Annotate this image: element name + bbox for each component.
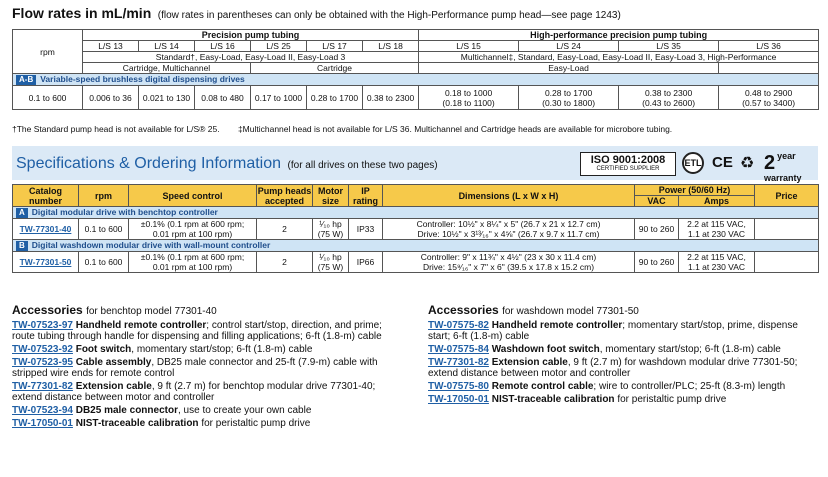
col-power: Power (50/60 Hz) (635, 185, 755, 196)
heads-value: 2 (257, 219, 313, 240)
motor-value: ¹⁄₁₀ hp (75 W) (313, 219, 349, 240)
model-title: Digital washdown modular drive with wall-mount controller (31, 240, 271, 250)
empty-cell (719, 63, 819, 74)
accessory-link[interactable]: TW-77301-82 (428, 357, 489, 368)
highperf-header: High-performance precision pump tubing (419, 30, 819, 41)
accessory-link[interactable]: TW-07523-97 (12, 320, 73, 331)
ip-value: IP66 (349, 252, 383, 273)
flow-value: 0.38 to 2300 (0.43 to 2600) (619, 86, 719, 110)
accessory-item: TW-07575-80 Remote control cable; wire to controller/PLC; 25-ft (8.3-m) length (428, 381, 786, 392)
tubing-size: L/S 18 (363, 41, 419, 52)
accessory-item: TW-07523-94 DB25 male connector, use to create your own cable (12, 405, 312, 416)
flow-value: 0.28 to 1700 (0.30 to 1800) (519, 86, 619, 110)
highperf-heads: Multichannel‡, Standard, Easy-Load, Easy-Load II, Easy-Load 3, High-Performance (419, 52, 819, 63)
col-dims: Dimensions (L x W x H) (383, 185, 635, 207)
accessory-item: TW-17050-01 NIST-traceable calibration for peristaltic pump drive (12, 418, 311, 429)
flow-value: 0.006 to 36 (83, 86, 139, 110)
catalog-link[interactable]: TW-77301-50 (13, 252, 79, 273)
col-price: Price (755, 185, 819, 207)
page-title: Flow rates in mL/min (12, 5, 152, 21)
accessories-benchtop (12, 305, 402, 431)
spec-title-text: Specifications & Ordering Information (16, 155, 282, 172)
footnote-multichannel: ‡Multichannel head is not available for L/S 36. Multichannel and Cartridge heads are available for microbore tubing. (237, 124, 673, 134)
spec-subtitle: (for all drives on these two pages) (287, 160, 438, 171)
model-badge: B (16, 241, 28, 251)
amps-value: 2.2 at 115 VAC, 1.1 at 230 VAC (679, 219, 755, 240)
accessories-title: Accessories for benchtop model 77301-40 (12, 303, 217, 317)
spec-table (12, 184, 819, 273)
accessory-link[interactable]: TW-17050-01 (428, 394, 489, 405)
easyload: Easy-Load (419, 63, 719, 74)
price-value (755, 219, 819, 240)
speed-value: ±0.1% (0.1 rpm at 600 rpm; 0.01 rpm at 100 rpm) (129, 252, 257, 273)
model-title: Digital modular drive with benchtop controller (31, 207, 218, 217)
flow-value: 0.28 to 1700 (307, 86, 363, 110)
drive-type-row (13, 74, 819, 86)
page-heading (12, 5, 621, 21)
accessory-item: TW-07575-84 Washdown foot switch, momentary start/stop; 6-ft (1.8-m) cable (428, 344, 781, 355)
ip-value: IP33 (349, 219, 383, 240)
speed-value: ±0.1% (0.1 rpm at 600 rpm; 0.01 rpm at 100 rpm) (129, 219, 257, 240)
flow-value: 0.08 to 480 (195, 86, 251, 110)
col-catalog: Catalog number (13, 185, 79, 207)
accessory-link[interactable]: TW-77301-82 (12, 381, 73, 392)
drive-badge: A-B (16, 75, 36, 85)
flow-value: 0.17 to 1000 (251, 86, 307, 110)
col-rpm: rpm (79, 185, 129, 207)
rpm-range: 0.1 to 600 (13, 86, 83, 110)
heads-value: 2 (257, 252, 313, 273)
col-vac: VAC (635, 196, 679, 207)
tubing-size: L/S 17 (307, 41, 363, 52)
model-a-row (13, 207, 819, 219)
cartridge-multichannel: Cartridge, Multichannel (83, 63, 251, 74)
cartridge: Cartridge (251, 63, 419, 74)
amps-value: 2.2 at 115 VAC, 1.1 at 230 VAC (679, 252, 755, 273)
flow-value: 0.021 to 130 (139, 86, 195, 110)
flow-value: 0.48 to 2900 (0.57 to 3400) (719, 86, 819, 110)
accessories-title: Accessories for washdown model 77301-50 (428, 303, 639, 317)
tubing-size: L/S 24 (519, 41, 619, 52)
accessory-item: TW-07575-82 Handheld remote controller; momentary start/stop, prime, dispense start; 6-ft (1.8-m) cable (428, 320, 798, 342)
tubing-size: L/S 16 (195, 41, 251, 52)
col-amps: Amps (679, 196, 755, 207)
accessory-item: TW-07523-92 Foot switch, momentary start/stop; 6-ft (1.8-m) cable (12, 344, 313, 355)
tubing-size: L/S 14 (139, 41, 195, 52)
ce-mark-icon: CE (712, 154, 733, 171)
rpm-value: 0.1 to 600 (79, 252, 129, 273)
accessory-link[interactable]: TW-07575-84 (428, 344, 489, 355)
accessory-item: TW-07523-95 Cable assembly, DB25 male connector and 25-ft (7.9-m) cable with stripped wire ends for remote control (12, 357, 378, 379)
etl-logo-icon: ETL (682, 152, 704, 174)
dims-value: Controller: 10½" x 8¼" x 5" (26.7 x 21 x 12.7 cm) Drive: 10½" x 3¹³⁄₁₆" x 4⅝" (26.7 x 9.7 x 11.7 cm) (383, 219, 635, 240)
tubing-size: L/S 35 (619, 41, 719, 52)
flow-rate-table (12, 29, 819, 110)
col-speed: Speed control (129, 185, 257, 207)
flow-value: 0.38 to 2300 (363, 86, 419, 110)
precision-heads: Standard†, Easy-Load, Easy-Load II, Easy-Load 3 (83, 52, 419, 63)
accessory-item: TW-77301-82 Extension cable, 9 ft (2.7 m) for benchtop modular drive 77301-40; extend distance between motor and controller (12, 381, 376, 403)
tubing-size: L/S 25 (251, 41, 307, 52)
precision-header: Precision pump tubing (83, 30, 419, 41)
drive-title: Variable-speed brushless digital dispensing drives (40, 74, 245, 84)
vac-value: 90 to 260 (635, 252, 679, 273)
page-note: (flow rates in parentheses can only be obtained with the High-Performance pump head—see page 1243) (157, 10, 621, 21)
weee-bin-icon: ♻ (740, 155, 755, 172)
accessory-item: TW-77301-82 Extension cable, 9 ft (2.7 m) for washdown modular drive 77301-50; extend distance between motor and controller (428, 357, 798, 379)
accessory-link[interactable]: TW-07523-94 (12, 405, 73, 416)
accessory-link[interactable]: TW-17050-01 (12, 418, 73, 429)
tubing-size: L/S 13 (83, 41, 139, 52)
iso-certified-logo: ISO 9001:2008 CERTIFIED SUPPLIER (580, 152, 676, 176)
rpm-header: rpm (13, 30, 83, 74)
accessory-item: TW-17050-01 NIST-traceable calibration for peristaltic pump drive (428, 394, 727, 405)
dims-value: Controller: 9" x 11¾" x 4½" (23 x 30 x 11.4 cm) Drive: 15⁹⁄₁₆" x 7" x 6" (39.5 x 17.8 x 15.2 cm) (383, 252, 635, 273)
accessory-link[interactable]: TW-07523-92 (12, 344, 73, 355)
motor-value: ¹⁄₁₀ hp (75 W) (313, 252, 349, 273)
accessory-item: TW-07523-97 Handheld remote controller; control start/stop, direction, and prime; route tubing through handle for dispensing and filling applications; 6-ft (1.8-m) cable (12, 320, 382, 342)
col-ip: IP rating (349, 185, 383, 207)
tubing-size: L/S 36 (719, 41, 819, 52)
col-motor: Motor size (313, 185, 349, 207)
accessory-link[interactable]: TW-07523-95 (12, 357, 73, 368)
model-b-row (13, 240, 819, 252)
flow-value: 0.18 to 1000 (0.18 to 1100) (419, 86, 519, 110)
price-value (755, 252, 819, 273)
warranty-badge: 2 year warranty (764, 151, 802, 183)
tubing-size: L/S 15 (419, 41, 519, 52)
footnotes (12, 124, 672, 134)
accessories-washdown (428, 305, 818, 407)
rpm-value: 0.1 to 600 (79, 219, 129, 240)
accessory-link[interactable]: TW-07575-82 (428, 320, 489, 331)
catalog-link[interactable]: TW-77301-40 (13, 219, 79, 240)
vac-value: 90 to 260 (635, 219, 679, 240)
model-badge: A (16, 208, 28, 218)
footnote-standard: †The Standard pump head is not available for L/S® 25. (12, 124, 220, 134)
col-heads: Pump heads accepted (257, 185, 312, 206)
spec-title (16, 155, 438, 173)
accessory-link[interactable]: TW-07575-80 (428, 381, 489, 392)
